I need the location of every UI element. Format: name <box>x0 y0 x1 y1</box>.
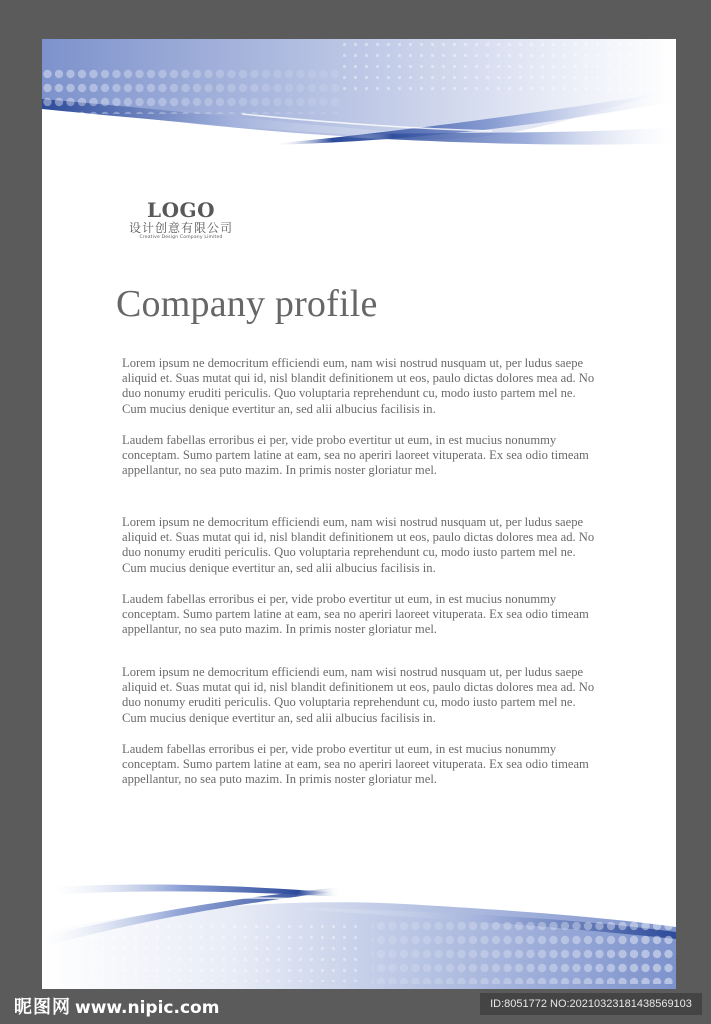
site-url: www.nipic.com <box>75 998 220 1018</box>
paragraph-6: Laudem fabellas erroribus ei per, vide probo evertitur ut eum, in est mucius nonummy conceptam. Sumo partem latine at eam, sea no aperiri laoreet vituperata. Ex sea odio timeam appellantur, no sea puto mazim. In primis noster gloriatur mel. <box>122 742 589 787</box>
site-watermark <box>14 993 219 1019</box>
top-wave-decoration <box>42 39 676 159</box>
image-id-label: ID:8051772 NO:20210323181438569103 <box>480 993 702 1015</box>
page-title: Company profile <box>116 283 378 325</box>
site-name-cn: 昵图网 <box>14 997 71 1018</box>
paragraph-5: Lorem ipsum ne democritum efficiendi eum, nam wisi nostrud nusquam ut, per ludus saepe aliquid et. Suas mutat qui id, nisl blandit definitionem ut eos, paulo dictas dolores mea ad. No duo nonumy eruditi periculis. Quo voluptaria reprehendunt cu, modo iusto partem mel ne. Cum mucius denique evertitur an, sed alii albucius facilisis in. <box>122 665 595 725</box>
paragraph-3: Lorem ipsum ne democritum efficiendi eum, nam wisi nostrud nusquam ut, per ludus saepe aliquid et. Suas mutat qui id, nisl blandit definitionem ut eos, paulo dictas dolores mea ad. No duo nonumy eruditi periculis. Quo voluptaria reprehendunt cu, modo iusto partem mel ne. Cum mucius denique evertitur an, sed alii albucius facilisis in. <box>122 515 595 575</box>
paragraph-4: Laudem fabellas erroribus ei per, vide probo evertitur ut eum, in est mucius nonummy conceptam. Sumo partem latine at eam, sea no aperiri laoreet vituperata. Ex sea odio timeam appellantur, no sea puto mazim. In primis noster gloriatur mel. <box>122 592 589 637</box>
paragraph-2: Laudem fabellas erroribus ei per, vide probo evertitur ut eum, in est mucius nonummy conceptam. Sumo partem latine at eam, sea no aperiri laoreet vituperata. Ex sea odio timeam appellantur, no sea puto mazim. In primis noster gloriatur mel. <box>122 433 589 478</box>
paragraph-1: Lorem ipsum ne democritum efficiendi eum, nam wisi nostrud nusquam ut, per ludus saepe aliquid et. Suas mutat qui id, nisl blandit definitionem ut eos, paulo dictas dolores mea ad. No duo nonumy eruditi periculis. Quo voluptaria reprehendunt cu, modo iusto partem mel ne. Cum mucius denique evertitur an, sed alii albucius facilisis in. <box>122 356 595 416</box>
logo-company-name-cn: 设计创意有限公司 <box>128 221 233 235</box>
letterhead-page <box>42 39 676 989</box>
logo-mark: LOGO <box>147 198 215 222</box>
logo-company-name-en: Creative Design Company Limited <box>139 235 223 240</box>
company-logo <box>120 199 242 241</box>
bottom-wave-decoration <box>42 877 676 989</box>
